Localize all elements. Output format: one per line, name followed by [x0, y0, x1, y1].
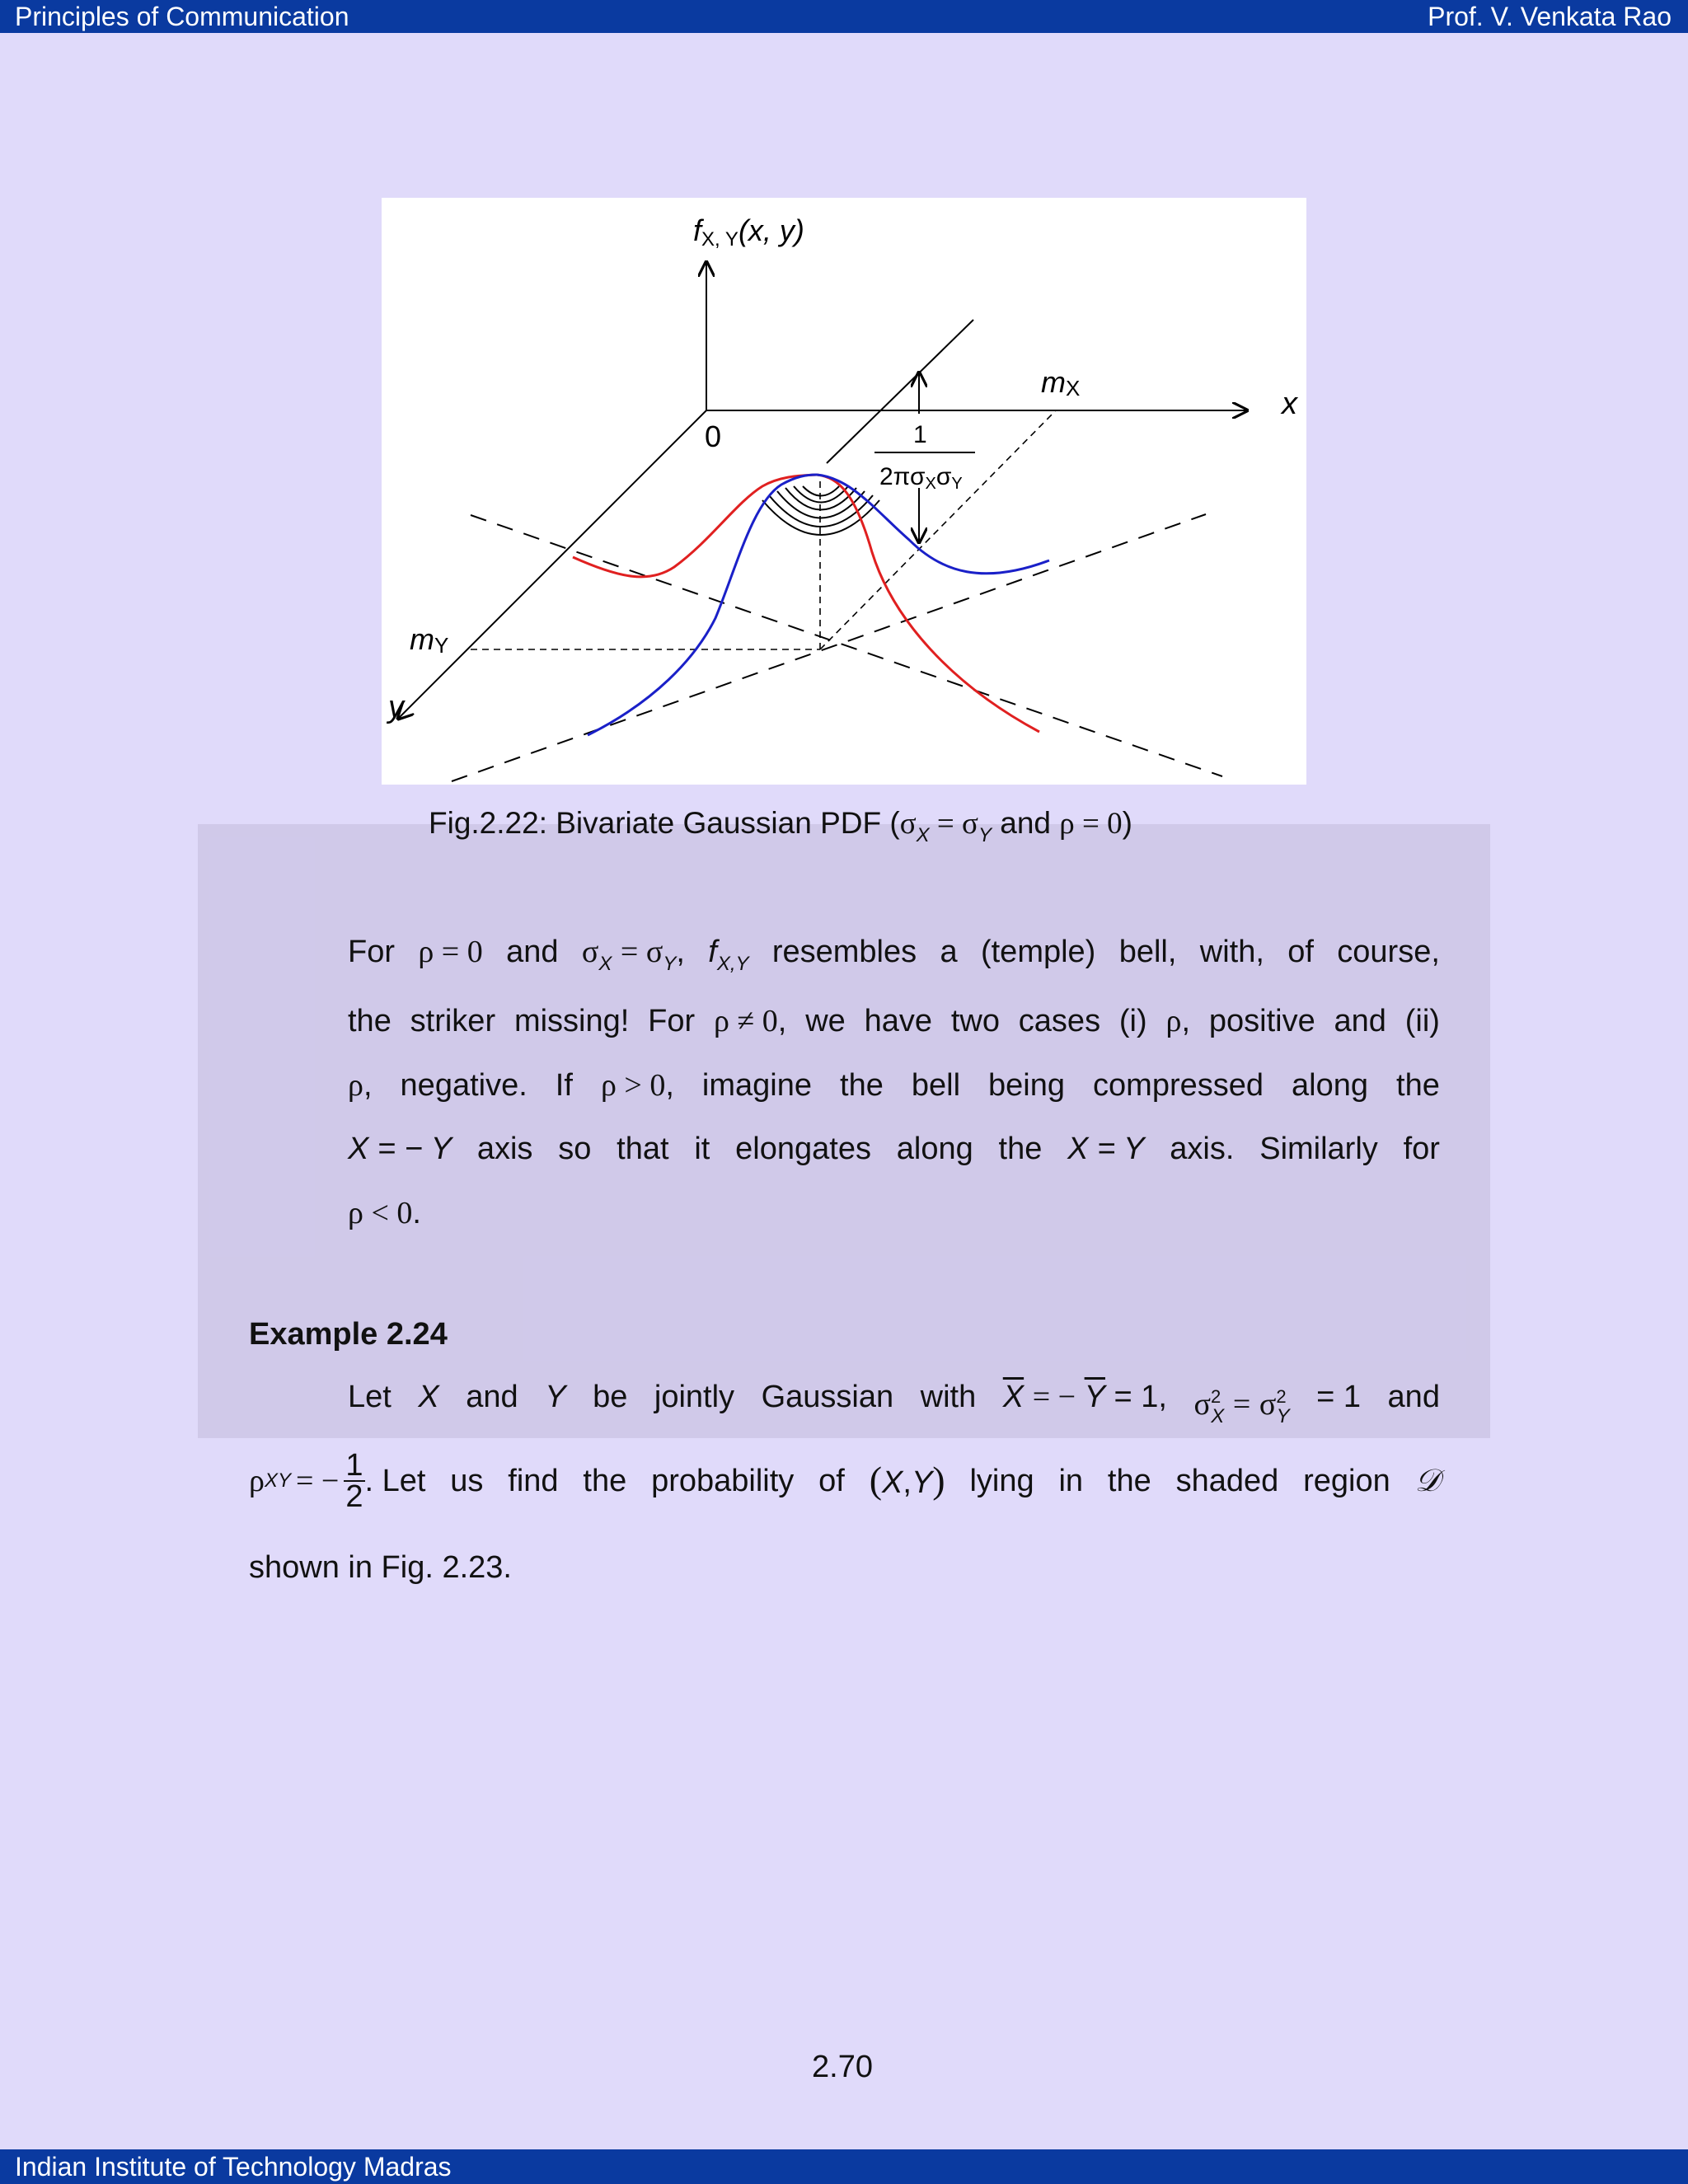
- page-header: [0, 0, 1688, 33]
- example-line1: Let X and Y be jointly Gaussian with $\overline{X}$ = − $\overline{Y} = 1$, $\sigma^2_X = \sigma^2_Y$ = 1 and: [348, 1380, 1440, 1427]
- fraction-one-half: $\frac{1}{2}$: [345, 1448, 363, 1514]
- para1-line3: ρ, negative. If ρ > 0, imagine the bell being compressed along the: [348, 1068, 1440, 1103]
- header-author: Prof. V. Venkata Rao: [1428, 2, 1672, 31]
- figure-caption: Fig.2.22: Bivariate Gaussian PDF ($\sigma_X = \sigma_Y$ and ρ = 0): [429, 806, 1132, 846]
- y-axis: [398, 410, 706, 719]
- figure-svg: [382, 198, 1306, 785]
- red-curve-right: [817, 475, 1039, 732]
- para1-line1: For ρ = 0 and $\sigma_X = \sigma_Y$, $f_{X,Y}$ resembles a (temple) bell, with, of course,: [348, 935, 1440, 975]
- peak-denominator: 2πσXσY: [879, 463, 963, 493]
- z-axis-label: fX, Y(x, y): [693, 213, 804, 251]
- diagonal-dashed-lines: [452, 514, 1222, 781]
- para1-line2: the striker missing! For ρ ≠ 0, we have two cases (i) ρ, positive and (ii): [348, 1004, 1440, 1038]
- mx-label: mX: [1041, 365, 1081, 401]
- example-line3: shown in Fig. 2.23.: [249, 1550, 512, 1585]
- contour-arcs: [762, 486, 879, 535]
- caption-text: Fig.2.22: Bivariate Gaussian PDF (: [429, 806, 900, 840]
- origin-label: 0: [705, 419, 722, 453]
- y-axis-label: y: [388, 690, 404, 724]
- x-axis-label: x: [1282, 387, 1297, 421]
- peak-numerator: 1: [913, 421, 927, 448]
- figure-bivariate-gaussian: [382, 198, 1306, 785]
- mx-line-upper: [827, 320, 973, 463]
- my-label: mY: [410, 622, 449, 658]
- header-course-title: Principles of Communication: [15, 2, 349, 31]
- para1-line5: ρ < 0.: [348, 1196, 421, 1230]
- footer-institution: Indian Institute of Technology Madras: [15, 2152, 452, 2182]
- page-footer: [0, 2149, 1688, 2184]
- page-number: 2.70: [812, 2050, 873, 2084]
- blue-curve-left: [588, 475, 817, 735]
- example-line2: ρ XY = − $\frac{1}{2}$ . Let us find the probability of (X,Y) lying in the shaded region 𝒟: [249, 1448, 1440, 1514]
- projection-lines: [471, 410, 1056, 649]
- para1-line4: X = − Y axis so that it elongates along the X = Y axis. Similarly for: [348, 1132, 1440, 1166]
- example-title: Example 2.24: [249, 1317, 448, 1352]
- red-curve-left: [573, 475, 817, 577]
